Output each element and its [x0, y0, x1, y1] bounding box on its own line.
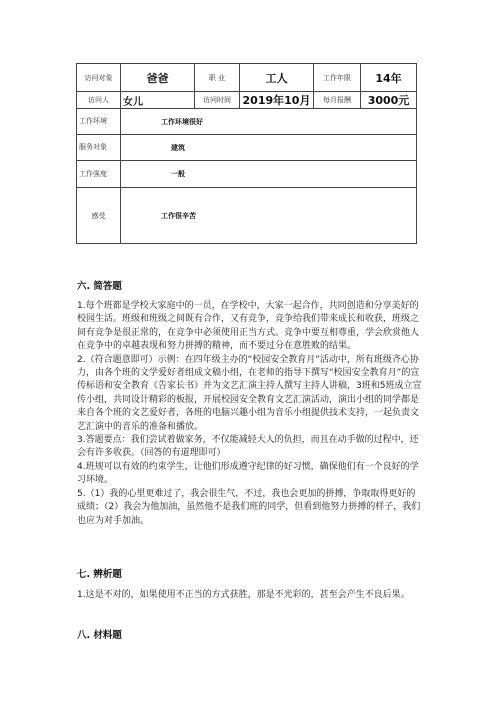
service-label: 服务对象 — [77, 135, 121, 161]
environment-label: 工作环境 — [77, 109, 121, 135]
intensity-value: 一般 — [121, 161, 417, 188]
answer-item: 2.（符合题意即可）示例：在四年级主办的“校园安全教育月”活动中，所有班级齐心协力，由各个班的文学爱好者组成文稿小组，在老师的指导下撰写“校园安全教育月”的宣传标语和安全教育《告家长书》并为文艺汇演主持人撰写主持人讲稿，3班和5班成立宣传小组，共同设计精彩的板报，开展校园安全教育文艺汇演活动，演出小组的同学都是来自各个班的文艺爱好者，各班的电脑兴趣小组为音乐小组提供技术支持，一起负责文艺汇演中的音乐的准备和播放。 — [77, 354, 422, 432]
table-row — [77, 188, 417, 244]
environment-value: 工作环境很好 — [121, 109, 417, 135]
job-label: 职 业 — [195, 64, 240, 92]
answer-item: 1.这是不对的，如果使用不正当的方式获胜，那是不光彩的，甚至会产生不良后果。 — [77, 590, 410, 600]
section-title-material: 八. 材料题 — [77, 630, 122, 641]
salary-value: 3000元 — [361, 92, 417, 109]
service-value: 建筑 — [121, 135, 417, 161]
interviewer-label: 访问人 — [77, 92, 121, 109]
answer-item: 1.每个班都是学校大家庭中的一员，在学校中，大家一起合作，共同创造和分享美好的校园生活。班级和班级之间既有合作，又有竞争，竞争给我们带来成长和收获，班级之间有竞争是很正常的，在竞争中必须使用正当方式。竞争中要互相尊重，学会欣赏他人在竞争中的卓越表现和努力拼搏的精神，而不要过分在意胜败的结果。 — [77, 301, 420, 352]
answer-item: 3.答题要点：我们尝试着做家务，不仅能减轻大人的负担，而且在动手做的过程中，还会有许多收获。（回答的有道理即可） — [77, 435, 419, 459]
table-row — [77, 135, 417, 161]
answer-item: 4.班规可以有效的约束学生，让他们形成遵守纪律的好习惯，确保他们有一个良好的学习环境。 — [77, 461, 419, 486]
analysis-list — [77, 589, 422, 602]
time-label: 访问时间 — [195, 92, 240, 109]
table-row — [77, 92, 417, 109]
salary-label: 每月报酬 — [314, 92, 361, 109]
answer-item: 5.（1）我的心里更难过了，我会很生气，不过，我也会更加的拼搏，争取取得更好的成绩；（2）我会为他加油，虽然他不是我们班的同学，但看到他努力拼搏的样子，我们也应为对手加油。 — [77, 488, 421, 526]
short-answer-list — [77, 300, 422, 528]
table-row — [77, 161, 417, 188]
table-row — [77, 109, 417, 135]
job-value: 工人 — [240, 64, 314, 92]
feeling-label: 感受 — [77, 188, 121, 244]
interviewee-value: 爸爸 — [121, 64, 195, 92]
section-title-short-answer: 六. 简答题 — [77, 281, 122, 292]
feeling-value: 工作很辛苦 — [121, 188, 417, 244]
interviewer-value: 女儿 — [121, 92, 195, 109]
table-row — [77, 64, 417, 92]
time-value: 2019年10月 — [240, 92, 314, 109]
intensity-label: 工作强度 — [77, 161, 121, 188]
years-value: 14年 — [361, 64, 417, 92]
interview-table — [76, 63, 417, 244]
years-label: 工作年限 — [314, 64, 361, 92]
section-title-analysis: 七. 辨析题 — [77, 569, 122, 580]
interviewee-label: 访问对象 — [77, 64, 121, 92]
